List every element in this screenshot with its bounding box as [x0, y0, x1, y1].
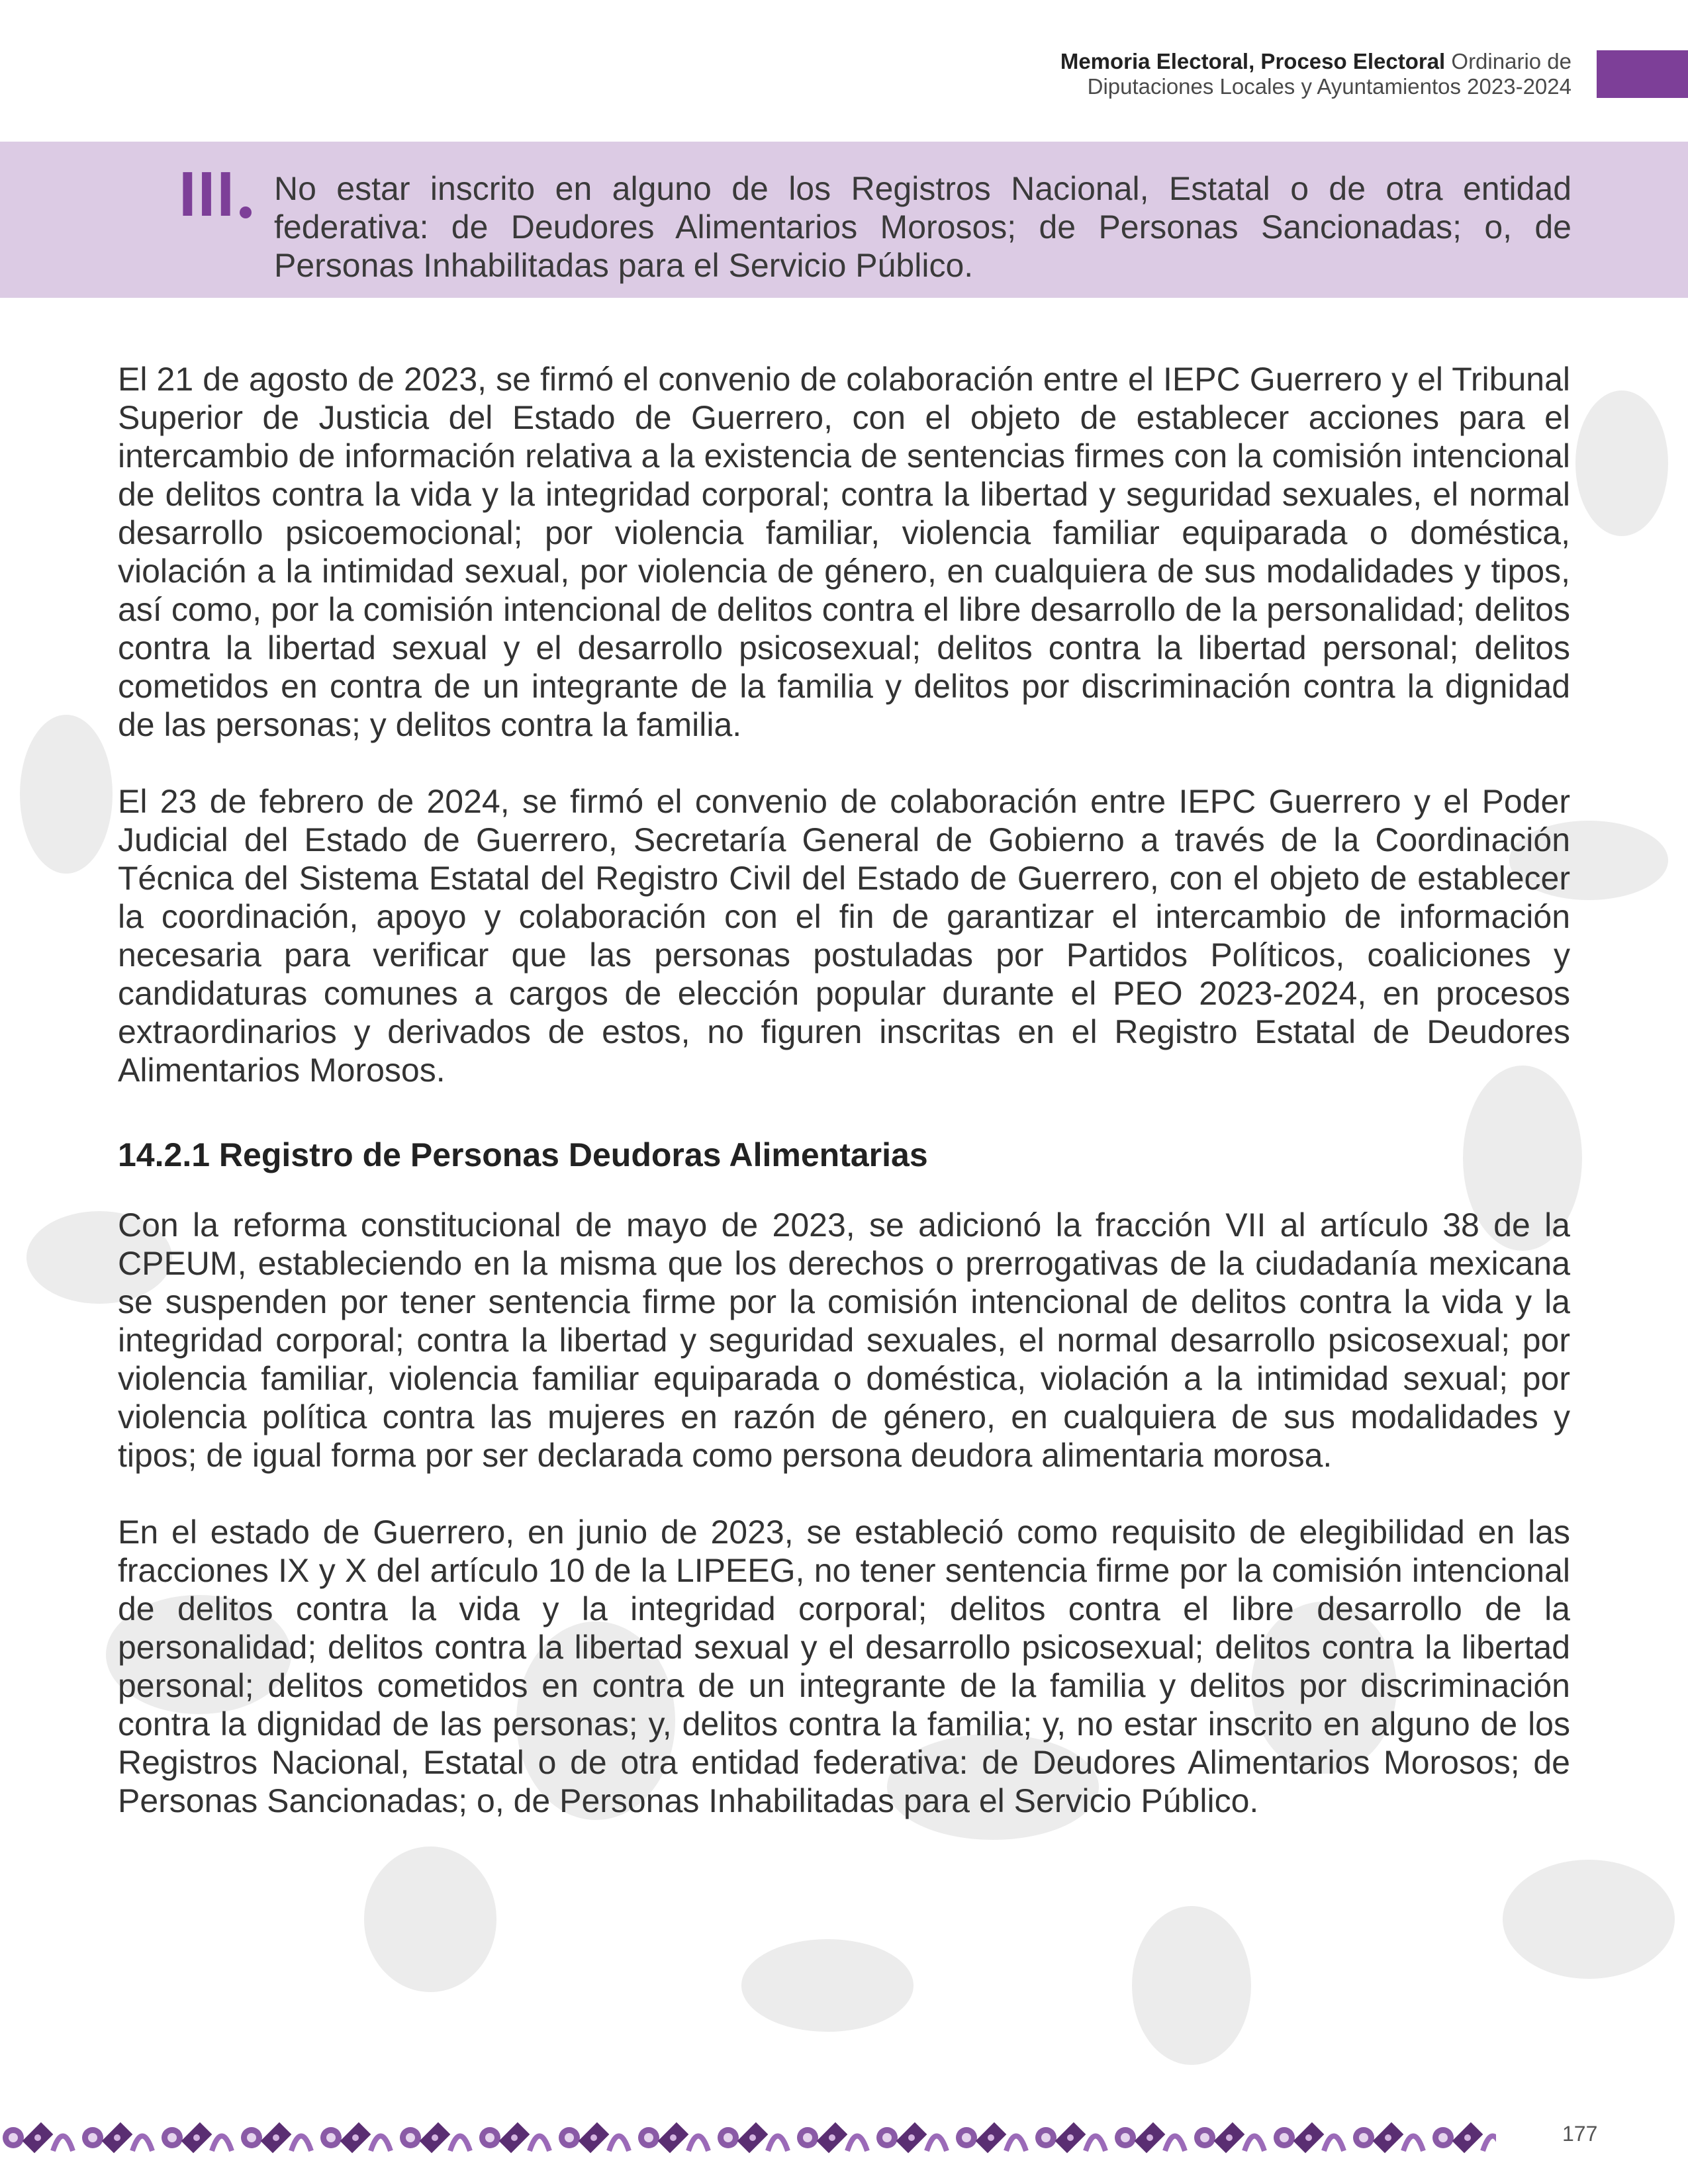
paragraph-1: El 21 de agosto de 2023, se firmó el convenio de colaboración entre el IEPC Guerrero y el Tribunal Superior de Justicia del Estado de Guerrero, con el objeto de establecer acciones para el intercambio de información relativa a la existencia de sentencias firmes con la comisión intencional de delitos contra la vida y la integridad corporal; contra la libertad y seguridad sexuales, el normal desarrollo psicoemocional; por violencia familiar, violencia familiar equiparada o doméstica, violación a la intimidad sexual, por violencia de género, en cualquiera de sus modalidades y tipos, así como, por la comisión intencional de delitos contra el libre desarrollo de la personalidad; delitos contra la libertad sexual y el desarrollo psicosexual; delitos contra la libertad personal; delitos cometidos en contra de un integrante de la familia y delitos por discriminación contra la dignidad de las personas; y delitos contra la familia. — [118, 361, 1570, 743]
requirement-callout — [0, 142, 1688, 298]
header-accent-tab — [1597, 50, 1688, 98]
embroidery-border — [0, 2105, 1496, 2171]
header-title-rest: Ordinario de — [1445, 49, 1571, 73]
header-title-bold: Memoria Electoral, Proceso Electoral — [1060, 49, 1446, 73]
section-paragraph-1: Con la reforma constitucional de mayo de 2023, se adicionó la fracción VII al artículo 38 de la CPEUM, estableciendo en la misma que los derechos o prerrogativas de la ciudadanía mexicana se suspenden por tener sentencia firme por la comisión intencional de delitos contra la vida y la integridad corporal; contra la libertad y seguridad sexuales, el normal desarrollo psicosexual; por violencia familiar, violencia familiar equiparada o doméstica, violación a la intimidad sexual; por violencia política contra las mujeres en razón de género, en cualquiera de sus modalidades y tipos; de igual forma por ser declarada como persona deudora alimentaria morosa. — [118, 1206, 1570, 1474]
callout-numeral: III — [179, 159, 236, 230]
paragraph-2: El 23 de febrero de 2024, se firmó el convenio de colaboración entre IEPC Guerrero y el Poder Judicial del Estado de Guerrero, Secretaría General de Gobierno a través de la Coordinación Técnica del Sistema Estatal del Registro Civil del Estado de Guerrero, con el objeto de establecer la coordinación, apoyo y colaboración con el fin de garantizar el intercambio de información necesaria para verificar que las personas postuladas por Partidos Políticos, coaliciones y candidaturas comunes a cargos de elección popular durante el PEO 2023-2024, en procesos extraordinarios y derivados de estos, no figuren inscritas en el Registro Estatal de Deudores Alimentarios Morosos. — [118, 783, 1570, 1089]
running-header — [645, 49, 1571, 99]
section-heading: 14.2.1 Registro de Personas Deudoras Alimentarias — [118, 1136, 928, 1173]
section-paragraph-2: En el estado de Guerrero, en junio de 2023, se estableció como requisito de elegibilidad en las fracciones IX y X del artículo 10 de la LIPEEG, no tener sentencia firme por la comisión intencional de delitos contra la vida y la integridad corporal; delitos contra el libre desarrollo de la personalidad; delitos contra la libertad sexual y el desarrollo psicosexual; delitos contra la libertad personal; delitos cometidos en contra de un integrante de la familia y delitos por discriminación contra la dignidad de las personas; y, delitos contra la familia; y, no estar inscrito en alguno de los Registros Nacional, Estatal o de otra entidad federativa: de Deudores Alimentarios Morosos; de Personas Sancionadas; o, de Personas Inhabilitadas para el Servicio Público. — [118, 1514, 1570, 1819]
header-subtitle: Diputaciones Locales y Ayuntamientos 2023-2024 — [1087, 74, 1571, 99]
callout-text: No estar inscrito en alguno de los Registros Nacional, Estatal o de otra entidad federativa: de Deudores Alimentarios Morosos; de Personas Sancionadas; o, de Personas Inhabilitadas para el Servicio Público. — [274, 170, 1571, 284]
callout-dot — [240, 206, 252, 218]
page-number: 177 — [1562, 2122, 1598, 2146]
body-content — [118, 360, 1570, 1858]
